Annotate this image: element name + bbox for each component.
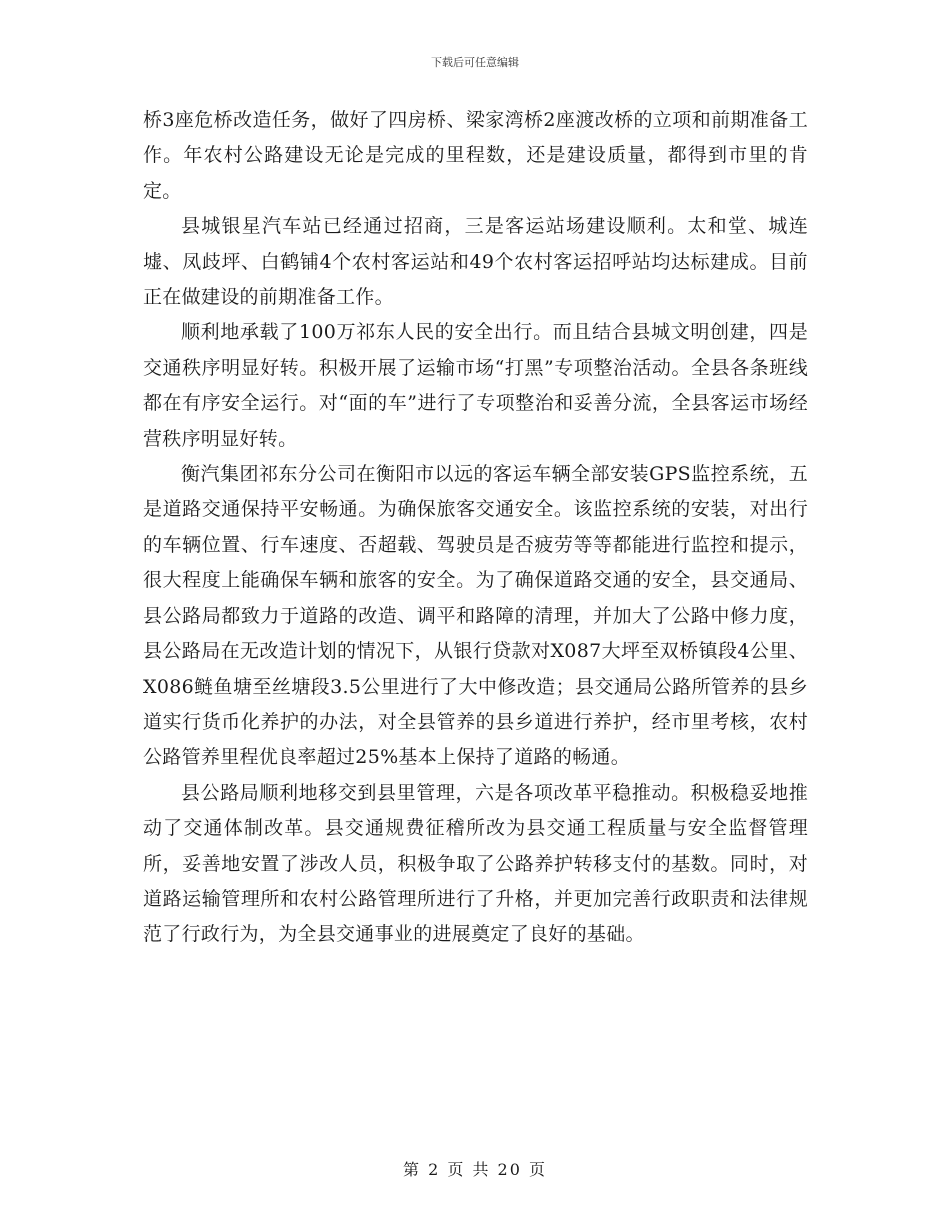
- paragraph-2: 县城银星汽车站已经通过招商，三是客运站场建设顺利。太和堂、城连墟、凤歧坪、白鹤铺4个农村客运站和49个农村客运招呼站均达标建成。目前正在做建设的前期准备工作。: [143, 215, 808, 309]
- paragraph-5: 县公路局顺利地移交到县里管理，六是各项改革平稳推动。积极稳妥地推动了交通体制改革。县交通规费征稽所改为县交通工程质量与安全监督管理所，妥善地安置了涉改人员，积极争取了公路养护转移支付的基数。同时，对道路运输管理所和农村公路管理所进行了升格，并更加完善行政职责和法律规范了行政行为，为全县交通事业的进展奠定了良好的基础。: [143, 781, 808, 946]
- document-body: [143, 103, 808, 953]
- paragraph-4: 衡汽集团祁东分公司在衡阳市以远的客运车辆全部安装GPS监控系统，五是道路交通保持平安畅通。为确保旅客交通安全。该监控系统的安装，对出行的车辆位置、行车速度、否超载、驾驶员是否疲劳等等都能进行监控和提示，很大程度上能确保车辆和旅客的安全。为了确保道路交通的安全，县交通局、县公路局都致力于道路的改造、调平和路障的清理，并加大了公路中修力度，县公路局在无改造计划的情况下，从银行贷款对X087大坪至双桥镇段4公里、X086鲢鱼塘至丝塘段3.5公里进行了大中修改造；县交通局公路所管养的县乡道实行货币化养护的办法，对全县管养的县乡道进行养护，经市里考核，农村公路管养里程优良率超过25%基本上保持了道路的畅通。: [143, 463, 808, 769]
- page-header: 下载后可任意编辑: [431, 56, 519, 69]
- paragraph-3: 顺利地承载了100万祁东人民的安全出行。而且结合县城文明创建，四是交通秩序明显好转。积极开展了运输市场“打黑”专项整治活动。全县各条班线都在有序安全运行。对“面的车”进行了专项整治和妥善分流，全县客运市场经营秩序明显好转。: [143, 321, 808, 450]
- paragraph-1: 桥3座危桥改造任务，做好了四房桥、梁家湾桥2座渡改桥的立项和前期准备工作。年农村公路建设无论是完成的里程数，还是建设质量，都得到市里的肯定。: [143, 109, 808, 202]
- page-footer: 第 2 页 共 20 页: [403, 1160, 547, 1179]
